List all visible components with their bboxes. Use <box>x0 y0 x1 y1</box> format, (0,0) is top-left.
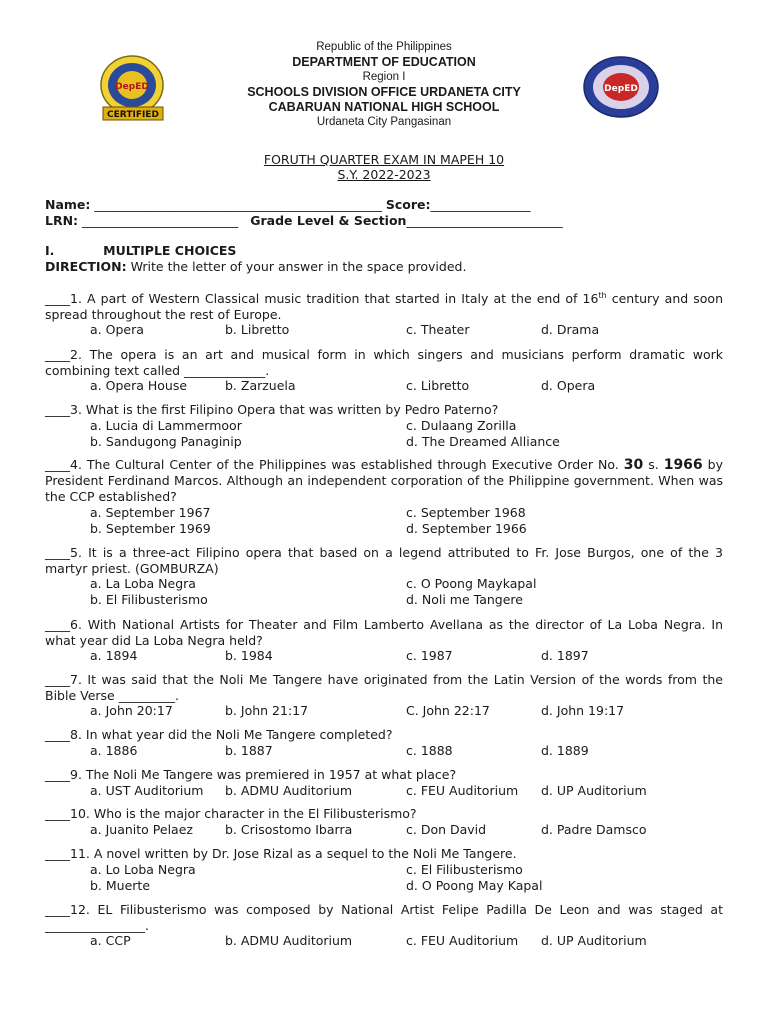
lrn-blank[interactable]: _________________________ <box>82 213 239 228</box>
option-a[interactable]: a. Juanito Pelaez <box>90 822 193 837</box>
direction-line <box>45 259 466 274</box>
option-c[interactable]: c. 1987 <box>406 648 453 663</box>
option-d[interactable]: d. Opera <box>541 378 596 393</box>
option-b[interactable]: b. Crisostomo Ibarra <box>225 822 353 837</box>
option-b[interactable]: b. John 21:17 <box>225 703 309 718</box>
score-label: Score: <box>385 197 431 212</box>
answer-blank[interactable]: ____ <box>45 846 70 861</box>
option-c[interactable]: c. Dulaang Zorilla <box>406 418 517 433</box>
question-4 <box>45 457 723 505</box>
option-c[interactable]: c. El Filibusterismo <box>406 862 523 877</box>
question-5 <box>45 545 723 577</box>
question-7 <box>45 672 723 704</box>
question-11 <box>45 846 723 862</box>
option-c[interactable]: c. Don David <box>406 822 487 837</box>
option-a[interactable]: a. John 20:17 <box>90 703 173 718</box>
options-5 <box>90 576 730 610</box>
answer-blank[interactable]: ____ <box>45 727 70 742</box>
options-12 <box>90 933 730 967</box>
option-a[interactable]: a. Lo Loba Negra <box>90 862 196 877</box>
option-c[interactable]: c. Theater <box>406 322 470 337</box>
school-address: Urdaneta City Pangasinan <box>316 116 452 128</box>
deped-seal-label: DepED <box>604 84 638 94</box>
name-blank[interactable]: ______________________________________________ <box>94 197 382 212</box>
name-field-row <box>45 197 531 212</box>
question-10 <box>45 806 723 822</box>
department-line: DEPARTMENT OF EDUCATION <box>292 55 476 69</box>
question-text: 5. It is a three-act Filipino opera that based on a legend attributed to Fr. Jose Burgos, one of the 3 martyr priest. (GOMBURZA) <box>45 545 723 576</box>
svg-text:DepED: DepED <box>115 82 149 92</box>
order-number: 30 <box>623 457 644 473</box>
grade-section-blank[interactable]: _________________________ <box>406 213 563 228</box>
question-text: 10. Who is the major character in the El Filibusterismo? <box>70 806 417 821</box>
answer-blank[interactable]: ____ <box>45 291 70 306</box>
option-b[interactable]: b. 1887 <box>225 743 273 758</box>
option-d[interactable]: d. UP Auditorium <box>541 783 647 798</box>
options-4 <box>90 505 730 539</box>
option-a[interactable]: a. September 1967 <box>90 505 211 520</box>
option-d[interactable]: d. September 1966 <box>406 521 527 536</box>
option-b[interactable]: b. September 1969 <box>90 521 211 536</box>
section-number: I. <box>45 243 55 258</box>
question-text: 8. In what year did the Noli Me Tangere completed? <box>70 727 393 742</box>
question-text: 9. The Noli Me Tangere was premiered in 1957 at what place? <box>70 767 457 782</box>
option-d[interactable]: d. 1897 <box>541 648 589 663</box>
option-a[interactable]: a. Lucia di Lammermoor <box>90 418 242 433</box>
lrn-label: LRN: <box>45 213 79 228</box>
question-text: 6. With National Artists for Theater and Film Lamberto Avellana as the director of La Loba Negra. In what year did La Loba Negra held? <box>45 617 723 648</box>
option-d[interactable]: d. The Dreamed Alliance <box>406 434 560 449</box>
option-d[interactable]: d. 1889 <box>541 743 589 758</box>
question-3 <box>45 402 723 418</box>
answer-blank[interactable]: ____ <box>45 545 70 560</box>
option-b[interactable]: b. Zarzuela <box>225 378 296 393</box>
lrn-field-row <box>45 213 563 228</box>
question-text: 1. A part of Western Classical music tradition that started in Italy at the end of 16 <box>70 291 599 306</box>
answer-blank[interactable]: ____ <box>45 617 70 632</box>
question-text: 12. EL Filibusterismo was composed by National Artist Felipe Padilla De Leon and was staged at ________________. <box>45 902 723 933</box>
option-a[interactable]: a. CCP <box>90 933 131 948</box>
answer-blank[interactable]: ____ <box>45 767 70 782</box>
question-text: 11. A novel written by Dr. Jose Rizal as a sequel to the Noli Me Tangere. <box>70 846 517 861</box>
answer-blank[interactable]: ____ <box>45 806 70 821</box>
question-text: 3. What is the first Filipino Opera that was written by Pedro Paterno? <box>70 402 499 417</box>
school-name: CABARUAN NATIONAL HIGH SCHOOL <box>268 100 500 114</box>
certified-label: CERTIFIED <box>107 110 159 120</box>
superscript: th <box>598 290 607 300</box>
option-a[interactable]: a. Opera House <box>90 378 188 393</box>
option-c[interactable]: C. John 22:17 <box>406 703 490 718</box>
option-c[interactable]: c. Libretto <box>406 378 470 393</box>
division-line: SCHOOLS DIVISION OFFICE URDANETA CITY <box>247 85 521 99</box>
answer-blank[interactable]: ____ <box>45 902 70 917</box>
score-blank[interactable]: ________________ <box>430 197 531 212</box>
question-6 <box>45 617 723 649</box>
option-d[interactable]: d. Noli me Tangere <box>406 592 523 607</box>
option-d[interactable]: d. Drama <box>541 322 600 337</box>
option-b[interactable]: b. Sandugong Panaginip <box>90 434 242 449</box>
option-a[interactable]: a. UST Auditorium <box>90 783 204 798</box>
region-line: Region I <box>362 71 406 83</box>
section-title: MULTIPLE CHOICES <box>103 243 237 258</box>
answer-blank[interactable]: ____ <box>45 402 70 417</box>
option-b[interactable]: b. ADMU Auditorium <box>225 783 353 798</box>
direction-text: Write the letter of your answer in the space provided. <box>126 259 467 274</box>
option-c[interactable]: c. FEU Auditorium <box>406 933 519 948</box>
option-d[interactable]: d. O Poong May Kapal <box>406 878 543 893</box>
direction-label: DIRECTION: <box>45 259 127 274</box>
options-11 <box>90 862 730 896</box>
question-1 <box>45 291 723 323</box>
option-b[interactable]: b. Muerte <box>90 878 151 893</box>
question-text: 7. It was said that the Noli Me Tangere have originated from the Latin Version of the words from the Bible Verse _________. <box>45 672 723 703</box>
question-text-cont: by President Ferdinand Marcos. Although an independent corporation of the Philippine government. When was the CCP established? <box>45 457 724 504</box>
question-text-mid: s. <box>643 457 664 472</box>
question-8 <box>45 727 723 743</box>
question-text: 2. The opera is an art and musical form in which singers and musicians perform dramatic work combining text called _____________. <box>45 347 723 378</box>
option-a[interactable]: a. La Loba Negra <box>90 576 196 591</box>
document-header <box>0 40 768 130</box>
exam-title: FORUTH QUARTER EXAM IN MAPEH 10 <box>263 152 505 167</box>
option-b[interactable]: b. El Filibusterismo <box>90 592 208 607</box>
option-c[interactable]: c. O Poong Maykapal <box>406 576 537 591</box>
question-12 <box>45 902 723 934</box>
options-3 <box>90 418 730 452</box>
question-text-cont: century and soon spread throughout the rest of Europe. <box>45 291 723 322</box>
option-c[interactable]: c. 1888 <box>406 743 453 758</box>
option-b[interactable]: b. Libretto <box>225 322 290 337</box>
answer-blank[interactable]: ____ <box>45 347 70 362</box>
option-d[interactable]: d. Padre Damsco <box>541 822 647 837</box>
section-heading <box>45 243 236 258</box>
republic-line: Republic of the Philippines <box>316 41 452 53</box>
question-2 <box>45 347 723 379</box>
name-label: Name: <box>45 197 91 212</box>
question-text: 4. The Cultural Center of the Philippines was established through Executive Order No. <box>70 457 624 472</box>
option-a[interactable]: a. Opera <box>90 322 144 337</box>
option-b[interactable]: b. ADMU Auditorium <box>225 933 353 948</box>
answer-blank[interactable]: ____ <box>45 672 70 687</box>
option-b[interactable]: b. 1984 <box>225 648 273 663</box>
option-a[interactable]: a. 1894 <box>90 648 138 663</box>
option-d[interactable]: d. UP Auditorium <box>541 933 647 948</box>
order-year: 1966 <box>663 457 703 473</box>
option-d[interactable]: d. John 19:17 <box>541 703 625 718</box>
option-a[interactable]: a. 1886 <box>90 743 138 758</box>
option-c[interactable]: c. FEU Auditorium <box>406 783 519 798</box>
answer-blank[interactable]: ____ <box>45 457 70 472</box>
option-c[interactable]: c. September 1968 <box>406 505 526 520</box>
question-9 <box>45 767 723 783</box>
school-year: S.Y. 2022-2023 <box>337 167 431 182</box>
grade-section-label: Grade Level & Section <box>250 213 407 228</box>
